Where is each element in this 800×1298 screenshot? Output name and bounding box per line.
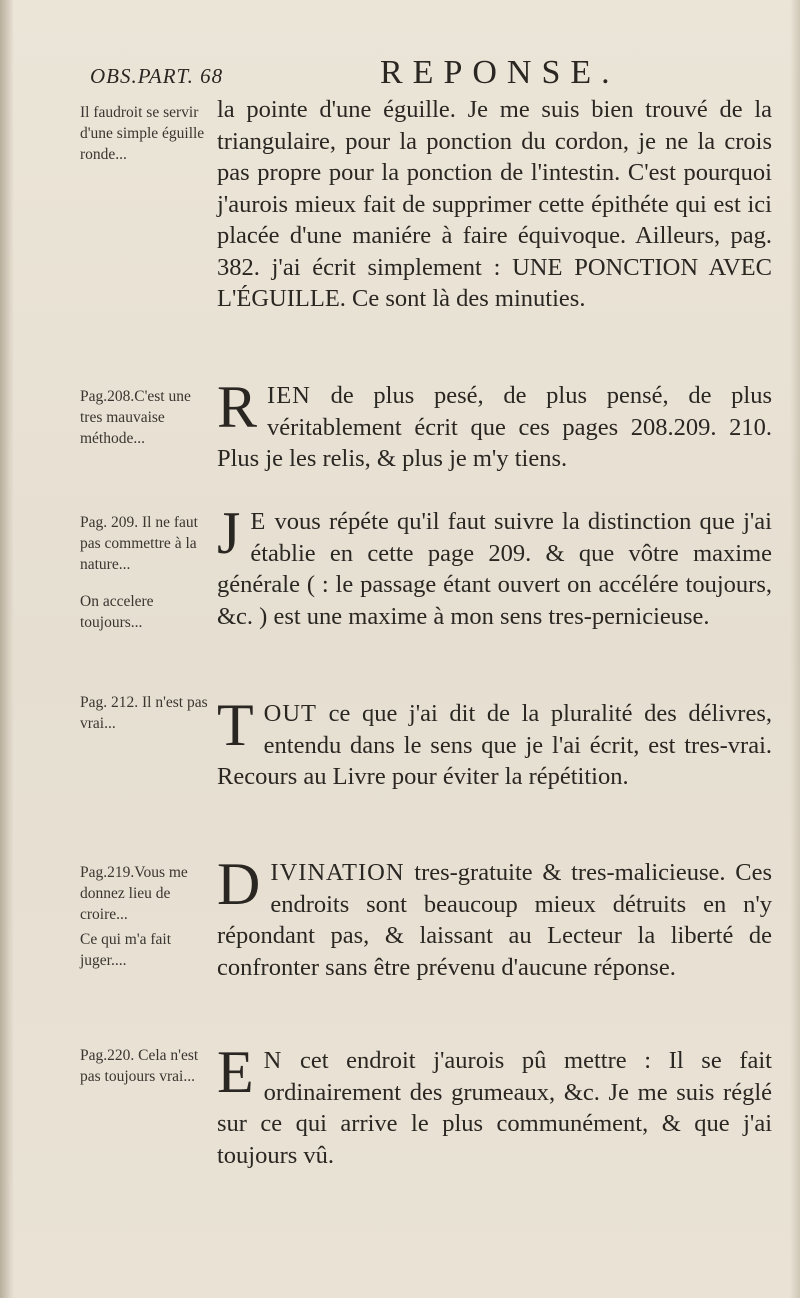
drop-capital: T (217, 692, 254, 758)
margin-note-1 (80, 102, 210, 165)
paragraph-lead-word: IEN (267, 382, 311, 409)
header-section-and-page-number: OBS.PART. 68 (90, 64, 224, 88)
paragraph-body: de plus pesé, de plus pensé, de plus véritablement écrit que ces pages 208.209. 210. Plus je les relis, & plus je m'y tiens. (217, 382, 772, 472)
page-edge (790, 0, 800, 1298)
paragraph-body: tres-gratuite & tres-malicieuse. Ces endroits sont beaucoup mieux détruits en n'y répondant pas, & laissant au Lecteur la liberté de confronter sans être prévenu d'aucune réponse. (217, 859, 772, 981)
paragraph-body: ce que j'ai dit de la pluralité des délivres, entendu dans le sens que je l'ai écrit, est tres-vrai. Recours au Livre pour éviter la répétition. (217, 700, 772, 790)
paragraph-lead-word: IVINATION (270, 859, 405, 886)
margin-note-6 (80, 1045, 210, 1087)
paragraph-lead-word: OUT (263, 700, 318, 727)
paragraph-4 (217, 692, 772, 793)
margin-note-secondary: Ce qui m'a fait juger.... (80, 931, 172, 969)
drop-capital: E (217, 1039, 254, 1105)
page-gutter-shadow (0, 0, 14, 1298)
paragraph-3 (217, 500, 772, 632)
margin-note-text: Pag.208.C'est une tres mauvaise méthode... (80, 388, 191, 447)
margin-note-text: Il faudroit se servir d'une simple éguille ronde... (80, 104, 205, 163)
paragraph-body: vous répéte qu'il faut suivre la distinction que j'ai établie en cette page 209. & que vôtre maxime générale ( : le passage étant ouvert on accélére toujours, &c. ) est une maxime à mon sens tres-pernicieuse. (217, 508, 772, 630)
margin-note-text: Pag.220. Cela n'est pas toujours vrai... (80, 1047, 199, 1085)
margin-note-3 (80, 512, 210, 633)
running-header (90, 54, 780, 94)
paragraph-1 (217, 94, 772, 315)
margin-note-secondary: On accelere toujours... (80, 593, 154, 631)
paragraph-body: la pointe d'une éguille. Je me suis bien trouvé de la triangulaire, pour la ponction du cordon, je ne la crois pas propre pour la ponction de l'intestin. C'est pourquoi j'aurois mieux fait de supprimer cette épithéte qui est ici placée d'une maniére à faire équivoque. Ailleurs, pag. 382. j'ai écrit simplement : UNE PONCTION AVEC L'ÉGUILLE. Ce sont là des minuties. (217, 96, 772, 312)
paragraph-lead-word: N (263, 1047, 283, 1074)
margin-note-5 (80, 862, 210, 971)
margin-note-text: Pag.219.Vous me donnez lieu de croire... (80, 864, 188, 923)
drop-capital: D (217, 851, 261, 917)
margin-note-text: Pag. 212. Il n'est pas vrai... (80, 694, 208, 732)
paragraph-5 (217, 851, 772, 983)
paragraph-6 (217, 1039, 772, 1171)
paragraph-body: cet endroit j'aurois pû mettre : Il se fait ordinairement des grumeaux, &c. Je me suis réglé sur ce qui arrive le plus communément, & que j'ai toujours vû. (217, 1047, 772, 1169)
paragraph-2 (217, 374, 772, 475)
drop-capital: R (217, 374, 258, 440)
margin-note-4 (80, 692, 210, 734)
drop-capital: J (217, 500, 241, 566)
margin-note-text: Pag. 209. Il ne faut pas commettre à la nature... (80, 514, 198, 573)
paragraph-lead-word: E (250, 508, 267, 535)
header-title: REPONSE. (380, 54, 620, 91)
margin-note-2 (80, 386, 210, 449)
